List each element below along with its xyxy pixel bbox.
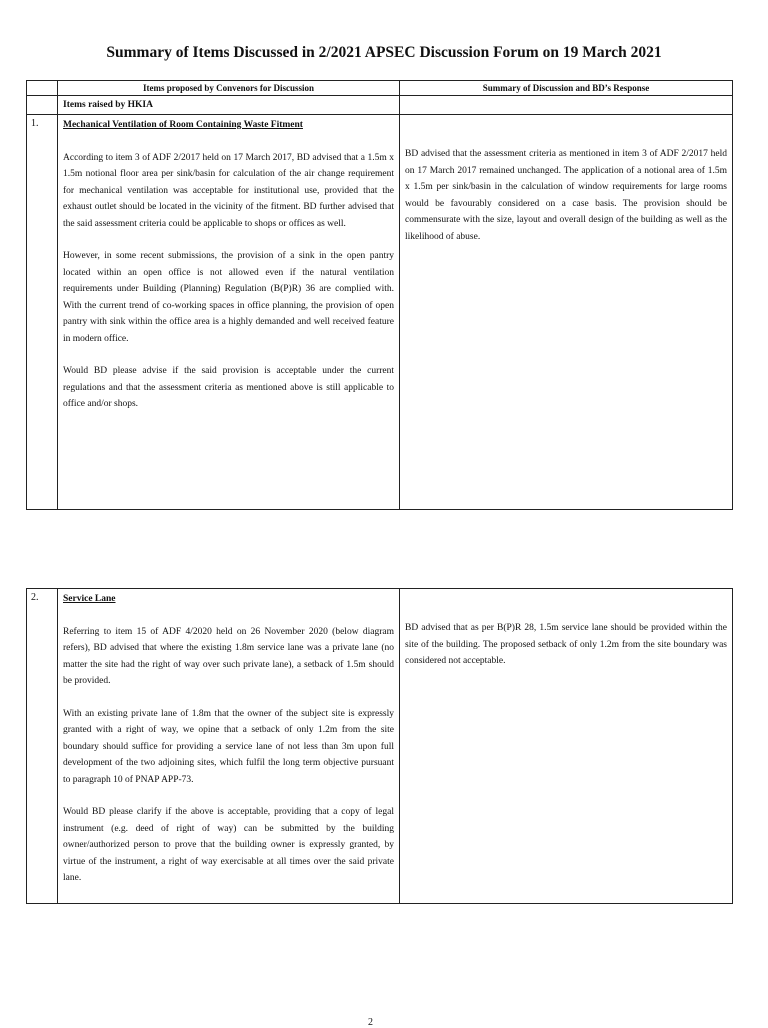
- header-items-cell: Items proposed by Convenors for Discussion: [58, 81, 400, 96]
- section-number-cell: [27, 96, 58, 115]
- section-row: [27, 96, 733, 115]
- section-empty-cell: [400, 96, 733, 115]
- item-paragraph: Referring to item 15 of ADF 4/2020 held on 26 November 2020 (below diagram refers), BD advised that where the existing 1.8m service lane was a private lane (no matter the site had the right of way over such private lane), a setback of 1.5m should be provided.: [63, 626, 394, 686]
- header-number-cell: [27, 81, 58, 96]
- item-content: [58, 589, 400, 904]
- item-heading: Mechanical Ventilation of Room Containing Waste Fitment: [63, 120, 303, 130]
- discussion-table-2: [26, 588, 733, 904]
- item-response: BD advised that as per B(P)R 28, 1.5m service lane should be provided within the site of the building. The proposed setback of only 1.2m from the site boundary was considered not acceptable.: [400, 589, 733, 904]
- item-paragraph: Would BD please clarify if the above is acceptable, providing that a copy of legal instrument (e.g. deed of right of way) can be submitted by the building owner/authorized person to prove that the building owner is expressly granted, by virtue of the instrument, a right of way exercisable at all times over the said private lane.: [63, 807, 394, 883]
- item-number: 1.: [27, 115, 58, 510]
- item-row: [27, 589, 733, 904]
- item-content: [58, 115, 400, 510]
- item-heading: Service Lane: [63, 594, 116, 604]
- item-paragraph: According to item 3 of ADF 2/2017 held on 17 March 2017, BD advised that a 1.5m x 1.5m notional floor area per sink/basin for calculation of the air change requirement for mechanical ventilation was acceptable for institutional use, provided that the exhaust outlet should be located in the vicinity of the fitment. BD further advised that the said assessment criteria could be applicable to shops or offices as well.: [63, 152, 394, 229]
- item-response: BD advised that the assessment criteria as mentioned in item 3 of ADF 2/2017 held on 17 March 2017 remained unchanged. The application of a notional area of 1.5m x 1.5m per sink/basin in the calculation of window requirements for large rooms would be favourably considered on a case basis. The provision should be commensurate with the size, layout and overall design of the building as well as the likelihood of abuse.: [400, 115, 733, 510]
- item-paragraph: However, in some recent submissions, the provision of a sink in the open pantry located within an open office is not allowed even if the natural ventilation requirements under Building (Planning) Regulation (B(P)R) 36 are complied with. With the current trend of co-working spaces in office planning, the provision of open pantry with sink within the office area is a highly demanded and well received feature in modern office.: [63, 251, 394, 344]
- item-number: 2.: [27, 589, 58, 904]
- header-summary-cell: Summary of Discussion and BD’s Response: [400, 81, 733, 96]
- discussion-table-1: [26, 80, 733, 510]
- item-paragraph: Would BD please advise if the said provision is acceptable under the current regulations and that the assessment criteria as mentioned above is still applicable to office and/or shops.: [63, 366, 394, 409]
- item-row: [27, 115, 733, 510]
- section-label: Items raised by HKIA: [58, 96, 400, 115]
- item-paragraph: With an existing private lane of 1.8m that the owner of the subject site is expressly granted with a right of way, we opine that a setback of only 1.2m from the site boundary should suffice for providing a service lane of not less than 3m upon full development of the two adjoining sites, which fulfil the long term objective pursuant to paragraph 10 of PNAP APP-73.: [63, 708, 394, 785]
- table-header-row: [27, 81, 733, 96]
- page-number: 2: [368, 1017, 373, 1028]
- page-title: Summary of Items Discussed in 2/2021 APSEC Discussion Forum on 19 March 2021: [106, 44, 662, 61]
